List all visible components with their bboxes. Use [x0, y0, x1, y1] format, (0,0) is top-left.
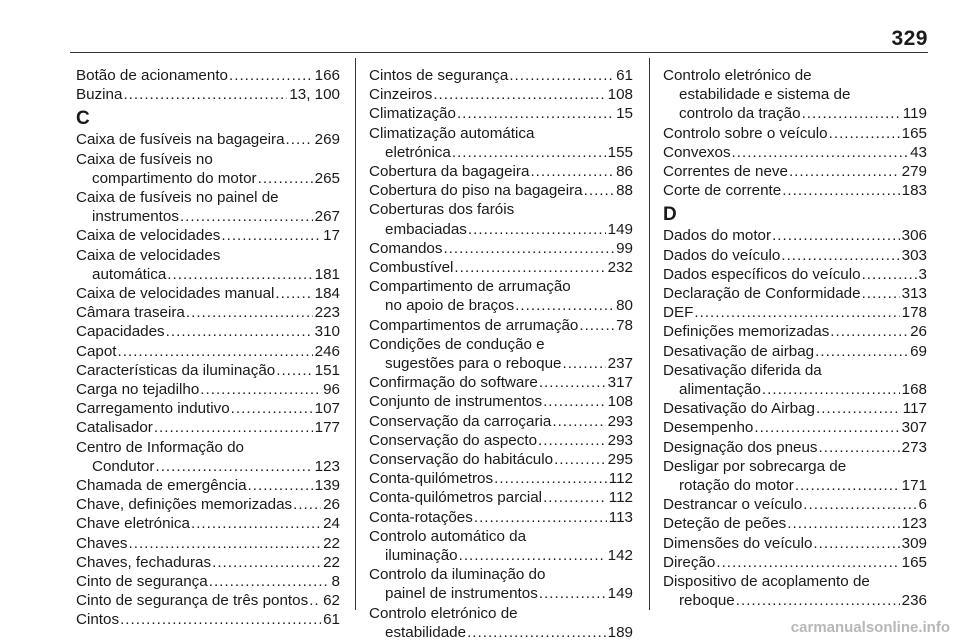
- index-entry: Cinto de segurança ..... 8: [76, 572, 340, 591]
- index-entry: Condutor ..... 123: [76, 457, 340, 476]
- page-ref: 151: [314, 361, 340, 379]
- page-ref: 149: [607, 585, 633, 603]
- page-ref: 313: [901, 285, 927, 303]
- index-entry: Características da iluminação ..... 151: [76, 361, 340, 380]
- index-entry: sugestões para o reboque ..... 237: [369, 354, 633, 373]
- page-ref: 96: [323, 381, 340, 399]
- page-ref: 310: [314, 323, 340, 341]
- index-entry-head: Caixa de fusíveis no: [76, 150, 213, 168]
- index-entry: Chave, definições memorizadas ..... 26: [76, 495, 340, 514]
- index-entry: painel de instrumentos ..... 149: [369, 584, 633, 603]
- index-entry-head: Coberturas dos faróis: [369, 201, 515, 219]
- index-entry: Cobertura do piso na bagageira ..... 88: [369, 181, 633, 200]
- index-entry-head: Dispositivo de acoplamento de: [663, 573, 870, 591]
- page-ref: 307: [901, 419, 927, 437]
- index-entry: Conta-quilómetros parcial ..... 112: [369, 488, 633, 507]
- index-entry: Capacidades ..... 310: [76, 322, 340, 341]
- page-ref: 108: [607, 86, 633, 104]
- index-entry: controlo da tração ..... 119: [663, 104, 927, 123]
- page-ref: 69: [910, 342, 927, 360]
- index-entry-head: Caixa de fusíveis no painel de: [76, 189, 279, 207]
- index-entry: Conta-rotações ..... 113: [369, 508, 633, 527]
- index-entry: Dados do veículo ..... 303: [663, 246, 927, 265]
- index-entry: Declaração de Conformidade ..... 313: [663, 284, 927, 303]
- page-ref: 119: [902, 105, 927, 123]
- page-ref: 189: [607, 623, 633, 641]
- index-entry-head: Caixa de velocidades: [76, 246, 221, 264]
- index-entry: Combustível ..... 232: [369, 258, 633, 277]
- index-entry: Chaves ..... 22: [76, 534, 340, 553]
- index-entry: Botão de acionamento ..... 166: [76, 66, 340, 85]
- page-ref: 269: [314, 131, 340, 149]
- page-ref: 303: [901, 246, 927, 264]
- page-ref: 232: [607, 259, 633, 277]
- index-entry-head: estabilidade e sistema de: [679, 86, 851, 104]
- page-ref: 80: [616, 297, 633, 315]
- index-entry-head: Desativação diferida da: [663, 361, 822, 379]
- index-entry-head: Controlo eletrónico de: [663, 67, 812, 84]
- index-entry: embaciadas ..... 149: [369, 220, 633, 239]
- page-ref: 112: [608, 470, 633, 488]
- index-entry: estabilidade ..... 189: [369, 623, 633, 642]
- page-ref: 6: [918, 496, 927, 514]
- page-ref: 181: [314, 265, 340, 283]
- page-ref: 17: [323, 227, 340, 245]
- index-entry: Deteção de peões ..... 123: [663, 514, 927, 533]
- page-ref: 265: [314, 169, 340, 187]
- index-entry: Caixa de velocidades ..... 17: [76, 226, 340, 245]
- index-entry-head: Desligar por sobrecarga de: [663, 457, 847, 475]
- index-entry: Correntes de neve ..... 279: [663, 162, 927, 181]
- index-entry: Comandos ..... 99: [369, 239, 633, 258]
- page-ref: 3: [918, 265, 927, 283]
- page-ref: 165: [901, 553, 927, 571]
- index-entry: Destrancar o veículo ..... 6: [663, 495, 927, 514]
- index-entry-head: Climatização automática: [369, 124, 535, 142]
- index-entry: Dados do motor ..... 306: [663, 226, 927, 245]
- page-ref: 149: [607, 220, 633, 238]
- page-ref: 177: [314, 419, 340, 437]
- page-ref: 237: [607, 355, 633, 373]
- page-ref: 142: [607, 547, 633, 565]
- index-column-2: [369, 66, 633, 642]
- section-letter: D: [663, 204, 677, 226]
- page-ref: 15: [616, 105, 633, 123]
- page-ref: 107: [314, 400, 340, 418]
- page-ref: 273: [901, 438, 927, 456]
- page-number: 329: [891, 27, 928, 50]
- page-ref: 178: [901, 304, 927, 322]
- index-entry: Cintos ..... 61: [76, 610, 340, 629]
- page-ref: 99: [616, 239, 633, 257]
- index-entry: alimentação ..... 168: [663, 380, 927, 399]
- page-ref: 78: [616, 316, 633, 334]
- index-entry: Conjunto de instrumentos ..... 108: [369, 392, 633, 411]
- index-entry: Conservação do aspecto ..... 293: [369, 431, 633, 450]
- index-entry: Desempenho ..... 307: [663, 418, 927, 437]
- index-entry: reboque ..... 236: [663, 591, 927, 610]
- index-entry: instrumentos ..... 267: [76, 207, 340, 226]
- page-ref: 139: [314, 477, 340, 495]
- index-entry: Direção ..... 165: [663, 553, 927, 572]
- index-entry: Caixa de fusíveis na bagageira ..... 269: [76, 130, 340, 149]
- page-ref: 279: [901, 163, 927, 181]
- page-ref: 183: [901, 182, 927, 200]
- index-entry: Chaves, fechaduras ..... 22: [76, 553, 340, 572]
- index-entry: Cintos de segurança ..... 61: [369, 66, 633, 85]
- index-entry: Carga no tejadilho ..... 96: [76, 380, 340, 399]
- page-ref: 112: [608, 489, 633, 507]
- page-ref: 267: [314, 208, 340, 226]
- page-ref: 306: [901, 227, 927, 245]
- page-ref: 117: [902, 400, 927, 418]
- page-ref: 184: [314, 285, 340, 303]
- index-entry: Cinto de segurança de três pontos ..... 62: [76, 591, 340, 610]
- index-entry: Compartimentos de arrumação ..... 78: [369, 316, 633, 335]
- page-ref: 86: [616, 163, 633, 181]
- page-ref: 317: [607, 374, 633, 392]
- index-entry-head: Controlo da iluminação do: [369, 566, 546, 584]
- page-ref: 113: [608, 508, 633, 526]
- page-ref: 13, 100: [289, 86, 340, 104]
- index-column-1: [76, 66, 340, 630]
- index-entry: no apoio de braços ..... 80: [369, 296, 633, 315]
- page-ref: 108: [607, 393, 633, 411]
- page-ref: 43: [910, 143, 927, 161]
- index-entry-head: Controlo eletrónico de: [369, 604, 518, 622]
- index-entry: Cobertura da bagageira ..... 86: [369, 162, 633, 181]
- index-entry: Climatização ..... 15: [369, 104, 633, 123]
- index-entry: Desativação do Airbag ..... 117: [663, 399, 927, 418]
- index-entry: rotação do motor ..... 171: [663, 476, 927, 495]
- page-ref: 88: [616, 182, 633, 200]
- page-ref: 223: [314, 304, 340, 322]
- page-ref: 22: [323, 553, 340, 571]
- page-ref: 166: [314, 67, 340, 84]
- index-entry: Conta-quilómetros ..... 112: [369, 469, 633, 488]
- page-ref: 26: [910, 323, 927, 341]
- index-entry: DEF ..... 178: [663, 303, 927, 322]
- page-ref: 246: [314, 342, 340, 360]
- page-ref: 165: [901, 124, 927, 142]
- page-ref: 168: [901, 381, 927, 399]
- index-entry: Confirmação do software ..... 317: [369, 373, 633, 392]
- index-entry-head: Centro de Informação do: [76, 438, 245, 456]
- header-rule: [70, 52, 928, 53]
- page-ref: 171: [901, 477, 927, 495]
- page-ref: 236: [901, 592, 927, 610]
- page-ref: 309: [901, 534, 927, 552]
- index-entry: Cinzeiros ..... 108: [369, 85, 633, 104]
- page-ref: 293: [607, 412, 633, 430]
- index-entry: automática ..... 181: [76, 265, 340, 284]
- page-ref: 26: [323, 496, 340, 514]
- page-ref: 61: [323, 611, 340, 629]
- page-ref: 293: [607, 431, 633, 449]
- index-entry: Corte de corrente ..... 183: [663, 181, 927, 200]
- index-entry: compartimento do motor ..... 265: [76, 169, 340, 188]
- index-entry: Chave eletrónica ..... 24: [76, 514, 340, 533]
- index-entry-head: Condições de condução e: [369, 335, 545, 353]
- page-ref: 61: [616, 67, 633, 84]
- page-ref: 24: [323, 515, 340, 533]
- index-entry: Buzina ..... 13, 100: [76, 85, 340, 104]
- page-ref: 22: [323, 534, 340, 552]
- section-letter: C: [76, 108, 90, 130]
- index-entry: Designação dos pneus ..... 273: [663, 438, 927, 457]
- column-divider: [649, 58, 650, 610]
- page-ref: 123: [901, 515, 927, 533]
- index-entry: Conservação do habitáculo ..... 295: [369, 450, 633, 469]
- page-ref: 123: [314, 457, 340, 475]
- page-ref: 295: [607, 451, 633, 469]
- index-entry: Catalisador ..... 177: [76, 418, 340, 437]
- index-entry: Caixa de velocidades manual ..... 184: [76, 284, 340, 303]
- index-entry: iluminação ..... 142: [369, 546, 633, 565]
- index-entry: Dados específicos do veículo ..... 3: [663, 265, 927, 284]
- watermark: carmanualsonline.info: [790, 619, 950, 636]
- column-divider: [355, 58, 356, 610]
- index-column-3: [663, 66, 927, 610]
- index-entry: Capot ..... 246: [76, 342, 340, 361]
- index-entry: eletrónica ..... 155: [369, 143, 633, 162]
- index-entry: Conservação da carroçaria ..... 293: [369, 412, 633, 431]
- index-entry: Convexos ..... 43: [663, 143, 927, 162]
- index-entry-head: Controlo automático da: [369, 527, 527, 545]
- index-entry: Dimensões do veículo ..... 309: [663, 534, 927, 553]
- page-ref: 8: [331, 573, 340, 591]
- index-entry: Câmara traseira ..... 223: [76, 303, 340, 322]
- page-ref: 155: [607, 143, 633, 161]
- index-entry: Chamada de emergência ..... 139: [76, 476, 340, 495]
- index-entry: Definições memorizadas ..... 26: [663, 322, 927, 341]
- index-entry: Desativação de airbag ..... 69: [663, 342, 927, 361]
- index-entry: Carregamento indutivo ..... 107: [76, 399, 340, 418]
- page-ref: 62: [323, 592, 340, 610]
- index-entry-head: Compartimento de arrumação: [369, 278, 571, 296]
- index-entry: Controlo sobre o veículo ..... 165: [663, 124, 927, 143]
